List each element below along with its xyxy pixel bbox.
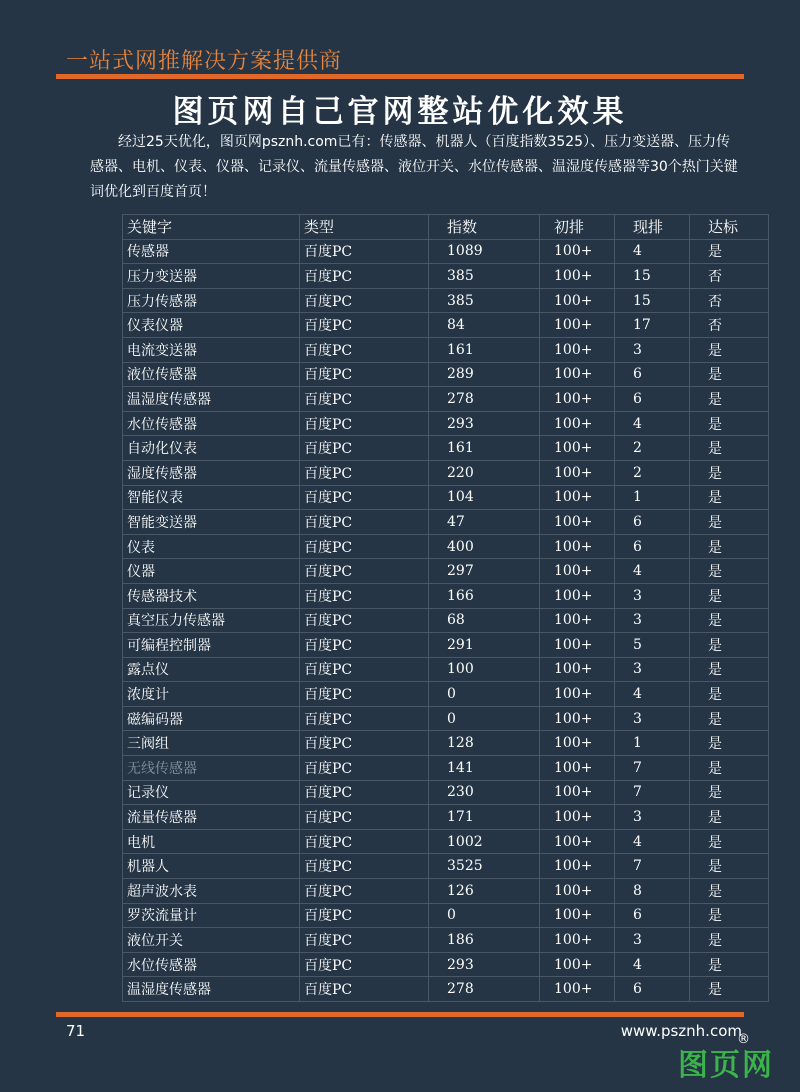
cell-qualified: 是 — [690, 977, 769, 1002]
cell-type: 百度PC — [300, 313, 429, 338]
cell-index: 161 — [429, 337, 540, 362]
cell-current-rank: 6 — [615, 362, 690, 387]
cell-qualified: 是 — [690, 854, 769, 879]
cell-initial-rank: 100+ — [540, 829, 615, 854]
cell-type: 百度PC — [300, 583, 429, 608]
table-row — [123, 534, 769, 559]
table-row — [123, 313, 769, 338]
cell-current-rank: 2 — [615, 436, 690, 461]
cell-type: 百度PC — [300, 952, 429, 977]
table-row — [123, 977, 769, 1002]
cell-index: 141 — [429, 756, 540, 781]
table-row — [123, 682, 769, 707]
table-row — [123, 460, 769, 485]
cell-keyword: 温湿度传感器 — [123, 977, 300, 1002]
table-row — [123, 436, 769, 461]
cell-current-rank: 6 — [615, 977, 690, 1002]
cell-initial-rank: 100+ — [540, 854, 615, 879]
cell-type: 百度PC — [300, 608, 429, 633]
intro-paragraph: 经过25天优化，图页网psznh.com已有：传感器、机器人（百度指数3525）、压力变送器、压力传感器、电机、仪表、仪器、记录仪、流量传感器、液位开关、水位传感器、温湿度传感器等30个热门关键词优化到百度首页！ — [90, 134, 738, 200]
cell-current-rank: 5 — [615, 633, 690, 658]
bottom-divider — [56, 1012, 744, 1017]
cell-current-rank: 3 — [615, 706, 690, 731]
cell-type: 百度PC — [300, 337, 429, 362]
cell-initial-rank: 100+ — [540, 903, 615, 928]
cell-qualified: 是 — [690, 387, 769, 412]
cell-index: 126 — [429, 879, 540, 904]
table-row — [123, 928, 769, 953]
cell-current-rank: 4 — [615, 239, 690, 264]
table-row — [123, 731, 769, 756]
cell-keyword: 无线传感器 — [123, 756, 300, 781]
header-type: 类型 — [300, 215, 429, 240]
cell-type: 百度PC — [300, 288, 429, 313]
cell-keyword: 罗茨流量计 — [123, 903, 300, 928]
cell-keyword: 水位传感器 — [123, 952, 300, 977]
cell-index: 100 — [429, 657, 540, 682]
cell-qualified: 是 — [690, 460, 769, 485]
cell-type: 百度PC — [300, 239, 429, 264]
table-row — [123, 657, 769, 682]
table-row — [123, 288, 769, 313]
table-row — [123, 485, 769, 510]
cell-type: 百度PC — [300, 510, 429, 535]
cell-current-rank: 4 — [615, 829, 690, 854]
cell-initial-rank: 100+ — [540, 583, 615, 608]
cell-index: 230 — [429, 780, 540, 805]
table-row — [123, 411, 769, 436]
cell-index: 0 — [429, 903, 540, 928]
cell-type: 百度PC — [300, 633, 429, 658]
cell-type: 百度PC — [300, 731, 429, 756]
cell-index: 385 — [429, 264, 540, 289]
cell-current-rank: 6 — [615, 534, 690, 559]
cell-index: 297 — [429, 559, 540, 584]
cell-current-rank: 1 — [615, 731, 690, 756]
table-row — [123, 633, 769, 658]
cell-keyword: 仪器 — [123, 559, 300, 584]
cell-keyword: 自动化仪表 — [123, 436, 300, 461]
cell-index: 186 — [429, 928, 540, 953]
cell-initial-rank: 100+ — [540, 952, 615, 977]
cell-type: 百度PC — [300, 829, 429, 854]
table-row — [123, 510, 769, 535]
cell-type: 百度PC — [300, 657, 429, 682]
cell-current-rank: 3 — [615, 583, 690, 608]
cell-initial-rank: 100+ — [540, 977, 615, 1002]
cell-initial-rank: 100+ — [540, 436, 615, 461]
cell-current-rank: 3 — [615, 657, 690, 682]
cell-type: 百度PC — [300, 559, 429, 584]
cell-type: 百度PC — [300, 264, 429, 289]
cell-index: 171 — [429, 805, 540, 830]
cell-initial-rank: 100+ — [540, 264, 615, 289]
cell-current-rank: 7 — [615, 854, 690, 879]
cell-keyword: 仪表仪器 — [123, 313, 300, 338]
cell-keyword: 可编程控制器 — [123, 633, 300, 658]
cell-initial-rank: 100+ — [540, 756, 615, 781]
table-row — [123, 879, 769, 904]
cell-initial-rank: 100+ — [540, 928, 615, 953]
cell-initial-rank: 100+ — [540, 633, 615, 658]
cell-index: 278 — [429, 387, 540, 412]
cell-keyword: 压力传感器 — [123, 288, 300, 313]
cell-keyword: 智能变送器 — [123, 510, 300, 535]
cell-qualified: 是 — [690, 829, 769, 854]
cell-initial-rank: 100+ — [540, 313, 615, 338]
cell-current-rank: 4 — [615, 411, 690, 436]
cell-qualified: 是 — [690, 879, 769, 904]
header-keyword: 关键字 — [123, 215, 300, 240]
cell-current-rank: 3 — [615, 928, 690, 953]
cell-keyword: 电机 — [123, 829, 300, 854]
cell-index: 128 — [429, 731, 540, 756]
cell-keyword: 电流变送器 — [123, 337, 300, 362]
cell-index: 1089 — [429, 239, 540, 264]
cell-qualified: 是 — [690, 608, 769, 633]
cell-current-rank: 3 — [615, 805, 690, 830]
cell-qualified: 是 — [690, 780, 769, 805]
cell-keyword: 液位开关 — [123, 928, 300, 953]
cell-initial-rank: 100+ — [540, 534, 615, 559]
cell-initial-rank: 100+ — [540, 731, 615, 756]
cell-qualified: 是 — [690, 731, 769, 756]
page-number: 71 — [66, 1022, 86, 1040]
cell-qualified: 是 — [690, 485, 769, 510]
table-row — [123, 952, 769, 977]
cell-current-rank: 2 — [615, 460, 690, 485]
table-row — [123, 583, 769, 608]
cell-type: 百度PC — [300, 706, 429, 731]
cell-current-rank: 6 — [615, 387, 690, 412]
table-row — [123, 805, 769, 830]
site-url: www.psznh.com — [620, 1022, 742, 1040]
table-row — [123, 337, 769, 362]
cell-initial-rank: 100+ — [540, 411, 615, 436]
cell-qualified: 是 — [690, 239, 769, 264]
cell-current-rank: 3 — [615, 337, 690, 362]
table-row — [123, 706, 769, 731]
brand-logo: 图页网 — [678, 1048, 774, 1083]
header-current-rank: 现排 — [615, 215, 690, 240]
cell-keyword: 磁编码器 — [123, 706, 300, 731]
table-row — [123, 903, 769, 928]
cell-index: 68 — [429, 608, 540, 633]
cell-index: 385 — [429, 288, 540, 313]
cell-current-rank: 4 — [615, 682, 690, 707]
cell-initial-rank: 100+ — [540, 510, 615, 535]
cell-initial-rank: 100+ — [540, 805, 615, 830]
cell-current-rank: 17 — [615, 313, 690, 338]
cell-keyword: 超声波水表 — [123, 879, 300, 904]
table-row — [123, 387, 769, 412]
cell-initial-rank: 100+ — [540, 387, 615, 412]
cell-initial-rank: 100+ — [540, 657, 615, 682]
cell-type: 百度PC — [300, 805, 429, 830]
cell-current-rank: 15 — [615, 264, 690, 289]
cell-current-rank: 15 — [615, 288, 690, 313]
cell-index: 166 — [429, 583, 540, 608]
cell-type: 百度PC — [300, 780, 429, 805]
cell-qualified: 是 — [690, 903, 769, 928]
cell-keyword: 智能仪表 — [123, 485, 300, 510]
cell-type: 百度PC — [300, 485, 429, 510]
cell-current-rank: 8 — [615, 879, 690, 904]
cell-type: 百度PC — [300, 928, 429, 953]
cell-initial-rank: 100+ — [540, 879, 615, 904]
cell-qualified: 否 — [690, 264, 769, 289]
cell-index: 84 — [429, 313, 540, 338]
table-row — [123, 559, 769, 584]
cell-current-rank: 4 — [615, 952, 690, 977]
cell-type: 百度PC — [300, 436, 429, 461]
cell-qualified: 是 — [690, 559, 769, 584]
cell-type: 百度PC — [300, 879, 429, 904]
cell-qualified: 是 — [690, 411, 769, 436]
cell-qualified: 是 — [690, 952, 769, 977]
cell-qualified: 否 — [690, 313, 769, 338]
cell-keyword: 传感器 — [123, 239, 300, 264]
cell-type: 百度PC — [300, 903, 429, 928]
cell-index: 400 — [429, 534, 540, 559]
cell-type: 百度PC — [300, 854, 429, 879]
cell-qualified: 是 — [690, 682, 769, 707]
table-row — [123, 608, 769, 633]
cell-type: 百度PC — [300, 977, 429, 1002]
cell-keyword: 机器人 — [123, 854, 300, 879]
cell-initial-rank: 100+ — [540, 780, 615, 805]
cell-qualified: 是 — [690, 756, 769, 781]
cell-index: 278 — [429, 977, 540, 1002]
cell-index: 3525 — [429, 854, 540, 879]
cell-current-rank: 7 — [615, 756, 690, 781]
registered-mark: ® — [737, 1032, 750, 1047]
cell-initial-rank: 100+ — [540, 485, 615, 510]
cell-initial-rank: 100+ — [540, 288, 615, 313]
cell-keyword: 温湿度传感器 — [123, 387, 300, 412]
cell-index: 291 — [429, 633, 540, 658]
cell-initial-rank: 100+ — [540, 706, 615, 731]
cell-keyword: 露点仪 — [123, 657, 300, 682]
cell-keyword: 传感器技术 — [123, 583, 300, 608]
cell-qualified: 是 — [690, 805, 769, 830]
cell-initial-rank: 100+ — [540, 682, 615, 707]
cell-keyword: 液位传感器 — [123, 362, 300, 387]
cell-qualified: 是 — [690, 337, 769, 362]
cell-type: 百度PC — [300, 756, 429, 781]
cell-index: 104 — [429, 485, 540, 510]
cell-initial-rank: 100+ — [540, 362, 615, 387]
table-row — [123, 239, 769, 264]
keyword-ranking-table — [122, 214, 769, 1002]
cell-current-rank: 6 — [615, 903, 690, 928]
cell-current-rank: 3 — [615, 608, 690, 633]
cell-qualified: 否 — [690, 288, 769, 313]
cell-type: 百度PC — [300, 460, 429, 485]
cell-qualified: 是 — [690, 633, 769, 658]
cell-keyword: 记录仪 — [123, 780, 300, 805]
cell-index: 47 — [429, 510, 540, 535]
table-row — [123, 780, 769, 805]
table-header-row — [123, 215, 769, 240]
cell-current-rank: 1 — [615, 485, 690, 510]
cell-type: 百度PC — [300, 362, 429, 387]
cell-type: 百度PC — [300, 411, 429, 436]
cell-keyword: 真空压力传感器 — [123, 608, 300, 633]
cell-qualified: 是 — [690, 583, 769, 608]
cell-index: 220 — [429, 460, 540, 485]
top-divider — [56, 74, 744, 79]
table-row — [123, 854, 769, 879]
cell-qualified: 是 — [690, 510, 769, 535]
cell-index: 293 — [429, 952, 540, 977]
header-index: 指数 — [429, 215, 540, 240]
cell-qualified: 是 — [690, 657, 769, 682]
cell-keyword: 流量传感器 — [123, 805, 300, 830]
cell-initial-rank: 100+ — [540, 608, 615, 633]
header-initial-rank: 初排 — [540, 215, 615, 240]
page-title: 图页网自己官网整站优化效果 — [172, 94, 628, 130]
cell-type: 百度PC — [300, 682, 429, 707]
cell-qualified: 是 — [690, 534, 769, 559]
cell-keyword: 压力变送器 — [123, 264, 300, 289]
cell-type: 百度PC — [300, 387, 429, 412]
table-row — [123, 756, 769, 781]
header-qualified: 达标 — [690, 215, 769, 240]
cell-keyword: 湿度传感器 — [123, 460, 300, 485]
cell-initial-rank: 100+ — [540, 337, 615, 362]
cell-initial-rank: 100+ — [540, 460, 615, 485]
cell-initial-rank: 100+ — [540, 559, 615, 584]
cell-keyword: 仪表 — [123, 534, 300, 559]
table-body — [123, 239, 769, 1001]
table-row — [123, 264, 769, 289]
cell-keyword: 三阀组 — [123, 731, 300, 756]
cell-initial-rank: 100+ — [540, 239, 615, 264]
cell-current-rank: 4 — [615, 559, 690, 584]
cell-keyword: 水位传感器 — [123, 411, 300, 436]
table-row — [123, 362, 769, 387]
cell-qualified: 是 — [690, 362, 769, 387]
cell-keyword: 浓度计 — [123, 682, 300, 707]
slogan-heading: 一站式网推解决方案提供商 — [66, 49, 343, 74]
cell-index: 1002 — [429, 829, 540, 854]
cell-index: 0 — [429, 706, 540, 731]
cell-index: 0 — [429, 682, 540, 707]
cell-index: 161 — [429, 436, 540, 461]
table-row — [123, 829, 769, 854]
cell-current-rank: 7 — [615, 780, 690, 805]
cell-type: 百度PC — [300, 534, 429, 559]
cell-qualified: 是 — [690, 436, 769, 461]
cell-index: 289 — [429, 362, 540, 387]
cell-qualified: 是 — [690, 706, 769, 731]
cell-current-rank: 6 — [615, 510, 690, 535]
cell-index: 293 — [429, 411, 540, 436]
cell-qualified: 是 — [690, 928, 769, 953]
